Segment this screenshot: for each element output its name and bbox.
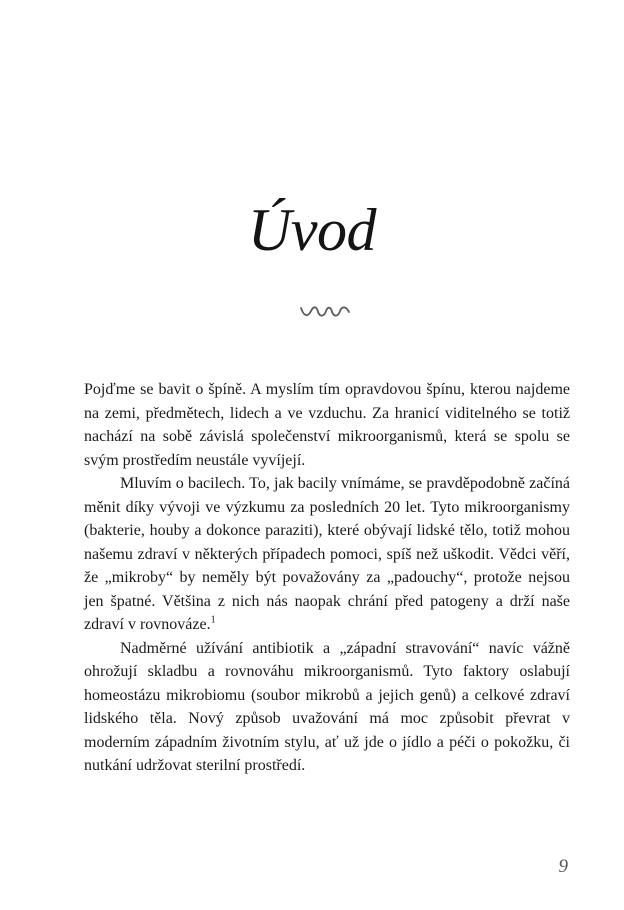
- paragraph: [84, 378, 570, 472]
- wave-ornament-icon: [299, 303, 351, 321]
- page-number: 9: [558, 856, 568, 877]
- paragraph-text: Pojďme se bavit o špíně. A myslím tím opravdovou špínu, kterou najdeme na zemi, předmětech, lidech a ve vzduchu. Za hranicí viditelného se totiž nachází na sobě závislá společenství mikroorganismů, která se spolu se svým prostředím neustále vyvíjejí.: [84, 381, 570, 469]
- chapter-body: [84, 378, 570, 778]
- chapter-title: Úvod: [248, 197, 376, 263]
- footnote-reference[interactable]: 1: [210, 614, 216, 626]
- paragraph-text: Nadměrné užívání antibiotik a „západní stravování“ navíc vážně ohrožují skladbu a rovnováhu mikroorganismů. Tyto faktory oslabují homeostázu mikrobiomu (soubor mikrobů a jejich genů) a celkové zdraví lidského těla. Nový způsob uvažování má moc způsobit převrat v moderním západním životním stylu, ať už jde o jídlo a péči o pokožku, či nutkání udržovat sterilní prostředí.: [84, 639, 570, 774]
- paragraph: [84, 472, 570, 637]
- paragraph-text: Mluvím o bacilech. To, jak bacily vnímáme, se pravděpodobně začíná měnit díky vývoji ve výzkumu za posledních 20 let. Tyto mikroorganismy (bakterie, houby a dokonce paraziti), které obývají lidské tělo, totiž mohou našemu zdraví v některých případech pomoci, spíš než uškodit. Vědci věří, že „mikroby“ by neměly být považovány za „padouchy“, protože nejsou jen špatné. Většina z nich nás naopak chrání před patogeny a drží naše zdraví v rovnováze.: [84, 475, 570, 633]
- paragraph: [84, 637, 570, 778]
